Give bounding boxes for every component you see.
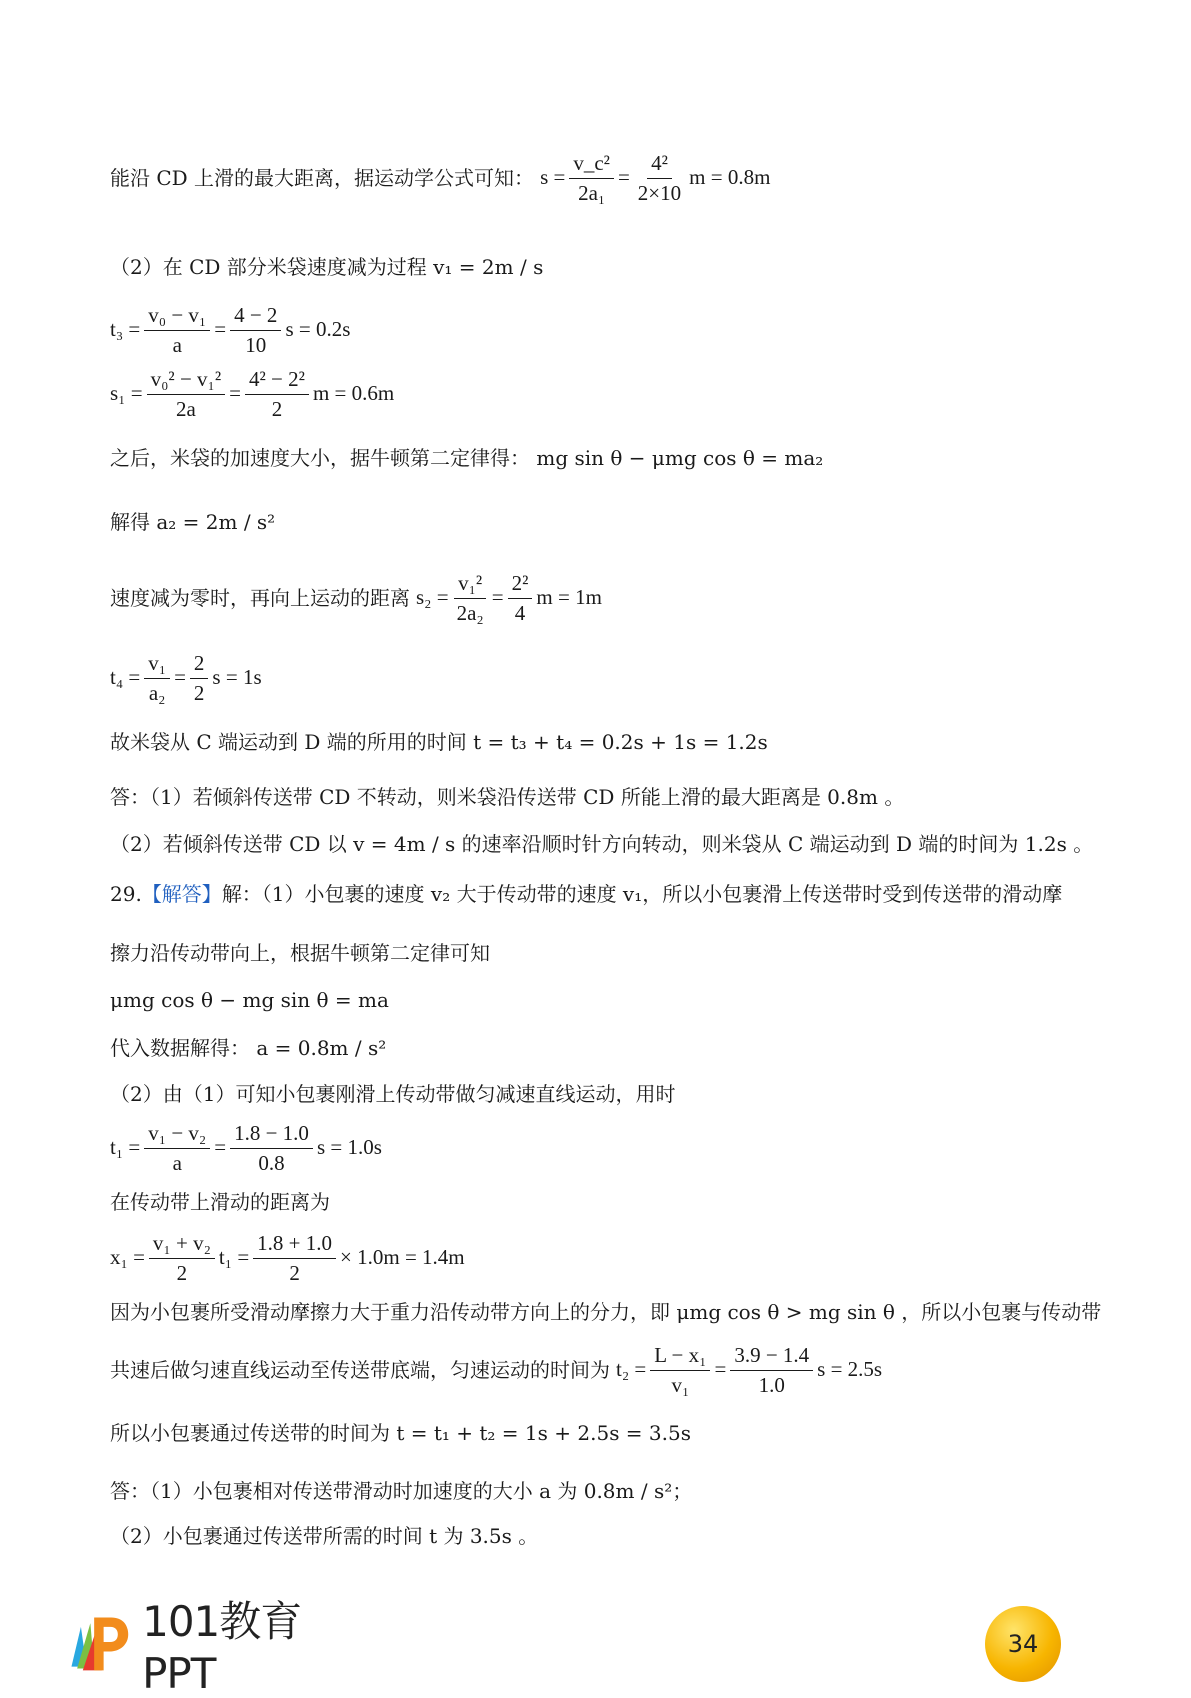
text-line: （2）在 CD 部分米袋速度减为过程 v₁ = 2m / s xyxy=(110,255,544,279)
text-line: 因为小包裹所受滑动摩擦力大于重力沿传动带方向上的分力，即 μmg cos θ > mg sin θ ，所以小包裹与传动带 xyxy=(110,1300,1102,1324)
text-line: 擦力沿传动带向上，根据牛顿第二定律可知 xyxy=(110,941,490,965)
text-line: 之后，米袋的加速度大小，据牛顿第二定律得： mg sin θ − μmg cos θ = ma₂ xyxy=(110,446,824,470)
fraction: $\frac{\text{v₁²}}{\text{2a₂}}$ xyxy=(453,571,488,624)
text-line: μmg cos θ − mg sin θ = ma xyxy=(110,988,389,1012)
answer-tag: 【解答】 xyxy=(141,882,222,906)
fraction: $\frac{\text{v₁}}{\text{a₂}}$ xyxy=(144,651,170,704)
fraction: $\frac{\text{v₁ − v₂}}{a}$ xyxy=(144,1121,210,1174)
formula: s₁ = $\frac{\text{v₀² − v₁²}}{2a}$ = $\frac{\text{4² − 2²}}{2}$ m = 0.6m xyxy=(110,367,395,421)
formula: s = $\frac{\text{v\_c²}}{\text{2a₁}}$ = $\frac{\text{4²}}{2\times 10}$ m = 0.8m xyxy=(540,151,771,205)
fraction: $\frac{1.8 - 1.0}{0.8}$ xyxy=(230,1121,313,1174)
brand-name: 101教育PPT xyxy=(142,1596,302,1698)
text-line: 代入数据解得： a = 0.8m / s² xyxy=(110,1036,387,1060)
fraction: $\frac{\text{v\_c²}}{\text{2a₁}}$ xyxy=(569,151,614,204)
formula: t₄ = $\frac{\text{v₁}}{\text{a₂}}$ = $\frac{2}{2}$ s = 1s xyxy=(110,651,262,705)
formula-line xyxy=(110,1120,1101,1176)
line-text: 能沿 CD 上滑的最大距离，据运动学公式可知： xyxy=(110,166,535,190)
text-line: （2）小包裹通过传送带所需的时间 t 为 3.5s 。 xyxy=(110,1524,539,1548)
fraction: $\frac{\text{2²}}{4}$ xyxy=(508,571,533,624)
formula: t₂ = $\frac{\text{L − x₁}}{\text{v₁}}$ = $\frac{3.9 - 1.4}{1.0}$ s = 2.5s xyxy=(616,1343,883,1397)
formula-line xyxy=(110,302,1101,358)
fraction: $\frac{1.8 + 1.0}{2}$ xyxy=(253,1231,336,1284)
text-line: 答：（1）小包裹相对传送带滑动时加速度的大小 a 为 0.8m / s²； xyxy=(110,1479,693,1503)
text-line: 故米袋从 C 端运动到 D 端的所用的时间 t = t₃ + t₄ = 0.2s + 1s = 1.2s xyxy=(110,730,768,754)
formula: t₁ = $\frac{\text{v₁ − v₂}}{a}$ = $\frac{1.8 - 1.0}{0.8}$ s = 1.0s xyxy=(110,1121,382,1175)
text-line: 所以小包裹通过传送带的时间为 t = t₁ + t₂ = 1s + 2.5s = 3.5s xyxy=(110,1421,691,1445)
fraction: $\frac{\text{4² − 2²}}{2}$ xyxy=(245,367,309,420)
text-line: （2）由（1）可知小包裹刚滑上传动带做匀减速直线运动，用时 xyxy=(110,1082,676,1106)
formula: t₃ = $\frac{\text{v₀ − v₁}}{a}$ = $\frac{4 - 2}{10}$ s = 0.2s xyxy=(110,303,351,357)
text-line: 解得 a₂ = 2m / s² xyxy=(110,510,276,534)
fraction: $\frac{\text{v₁ + v₂}}{2}$ xyxy=(149,1231,215,1284)
text-line xyxy=(110,148,1101,208)
formula-line xyxy=(110,366,1101,422)
fraction: $\frac{3.9 - 1.4}{1.0}$ xyxy=(730,1343,813,1396)
formula-line xyxy=(110,1230,1101,1286)
fraction: $\frac{\text{v₀ − v₁}}{a}$ xyxy=(144,303,210,356)
formula-line xyxy=(110,648,1101,708)
text-line: 共速后做匀速直线运动至传送带底端，匀速运动的时间为 t₂ = $\frac{\text{L − x₁}}{\text{v₁}}$ = $\frac{3.9 - 1.4}{1.0}$ s = 2.5s xyxy=(110,1343,883,1397)
fraction: $\frac{\text{L − x₁}}{\text{v₁}}$ xyxy=(650,1343,710,1396)
text-line: 在传动带上滑动的距离为 xyxy=(110,1190,330,1214)
text-line: 速度减为零时，再向上运动的距离 s₂ = $\frac{\text{v₁²}}{\text{2a₂}}$ = $\frac{\text{2²}}{4}$ m = 1m xyxy=(110,571,602,625)
text-line: 29. 【解答】 解：（1）小包裹的速度 v₂ 大于传动带的速度 v₁，所以小包裹滑上传送带时受到传送带的滑动摩 xyxy=(110,882,1063,906)
brand-logo xyxy=(62,1596,362,1698)
formula: s₂ = $\frac{\text{v₁²}}{\text{2a₂}}$ = $\frac{\text{2²}}{4}$ m = 1m xyxy=(416,571,602,625)
fraction: $\frac{\text{v₀² − v₁²}}{2a}$ xyxy=(147,367,226,420)
fraction: $\frac{2}{2}$ xyxy=(190,651,209,704)
fraction: $\frac{\text{4²}}{2\times 10}$ xyxy=(637,151,682,205)
text-line: （2）若倾斜传送带 CD 以 v = 4m / s 的速率沿顺时针方向转动，则米袋从 C 端运动到 D 端的时间为 1.2s 。 xyxy=(110,832,1094,856)
text-line: 答：（1）若倾斜传送带 CD 不转动，则米袋沿传送带 CD 所能上滑的最大距离是 0.8m 。 xyxy=(110,785,905,809)
formula: x₁ = $\frac{\text{v₁ + v₂}}{2}$ t₁ = $\frac{1.8 + 1.0}{2}$ × 1.0m = 1.4m xyxy=(110,1231,465,1285)
page-number-badge: 34 xyxy=(985,1606,1061,1682)
fraction: $\frac{4 - 2}{10}$ xyxy=(230,303,281,356)
brand-mark-icon xyxy=(62,1608,130,1678)
